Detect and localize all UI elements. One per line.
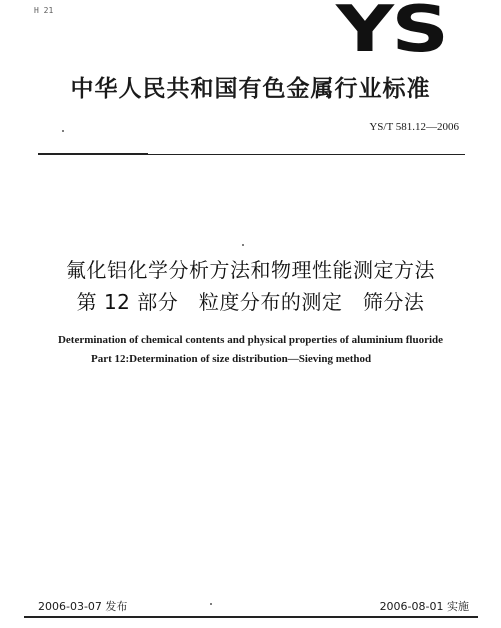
implementation-date: 2006-08-01 实施 — [379, 600, 469, 613]
chinese-title-line-1: 氟化铝化学分析方法和物理性能测定方法 — [66, 258, 435, 282]
chinese-title-line-2: 第 12 部分 粒度分布的测定 筛分法 — [76, 290, 425, 314]
standard-number: YS/T 581.12—2006 — [369, 121, 459, 133]
organization-title: 中华人民共和国有色金属行业标准 — [70, 76, 431, 102]
english-title-line-1: Determination of chemical contents and physical properties of aluminium fluoride — [57, 334, 444, 346]
issue-date: 2006-03-07 发布 — [38, 600, 128, 613]
scan-speck — [242, 244, 244, 246]
english-title-line-2: Part 12:Determination of size distribution—Sieving method — [91, 353, 372, 365]
standard-classification-code: H 21 — [34, 6, 54, 15]
scan-speck — [210, 603, 212, 605]
scan-speck — [62, 130, 64, 132]
footer-rule — [24, 616, 478, 618]
header-rule — [38, 154, 465, 155]
ys-logo: YS — [336, 0, 447, 67]
